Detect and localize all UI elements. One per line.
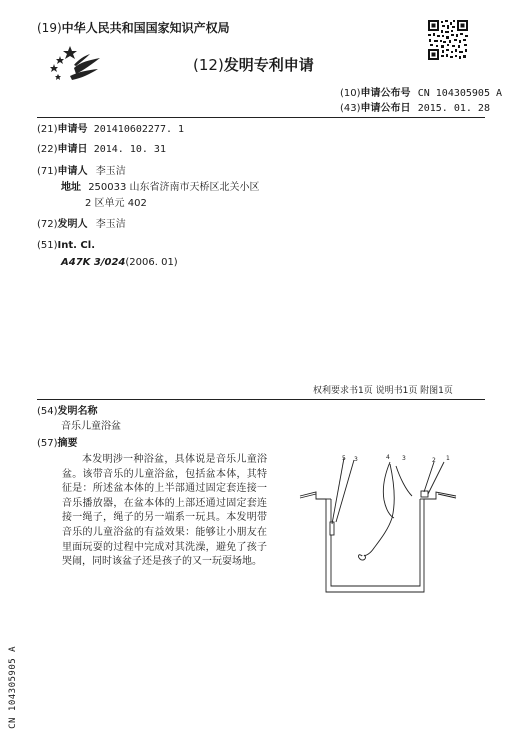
applicant-row: (71)申请人 李玉洁 xyxy=(37,166,126,177)
side-publication-number: CN 104305905 A xyxy=(8,646,18,729)
applicant-name: 李玉洁 xyxy=(95,166,126,177)
toy xyxy=(359,555,366,560)
title-heading: (54)发明名称 xyxy=(37,406,98,417)
tub-inner-outline xyxy=(331,499,420,586)
int-cl-version: (2006. 01) xyxy=(125,257,178,268)
doc-type-name: 发明专利申请 xyxy=(223,56,314,74)
doc-type-code: (12) xyxy=(193,56,224,74)
pages-divider xyxy=(37,399,485,400)
invention-title: 音乐儿童浴盆 xyxy=(61,421,121,432)
rope xyxy=(362,464,394,556)
abstract-heading: (57)摘要 xyxy=(37,438,78,449)
document-type xyxy=(193,56,314,74)
office-name: 中华人民共和国国家知识产权局 xyxy=(61,21,230,35)
pages-info: 权利要求书1页 说明书1页 附图1页 xyxy=(313,386,453,396)
cnipa-emblem-icon xyxy=(40,44,106,84)
address-line-1: 250033 山东省济南市天桥区北关小区 xyxy=(88,182,260,193)
figure-label-1: 1 xyxy=(446,455,450,462)
publication-date: 2015. 01. 28 xyxy=(417,103,490,114)
figure-label-3a: 3 xyxy=(354,456,358,463)
address-line-2: 2 区单元 402 xyxy=(85,198,147,209)
int-cl-row: (51)Int. Cl. xyxy=(37,240,95,251)
application-date: 2014. 10. 31 xyxy=(93,144,166,155)
address-row: 地址 250033 山东省济南市天桥区北关小区 xyxy=(61,182,260,193)
bathtub-figure xyxy=(296,452,476,602)
publication-number: CN 104305905 A xyxy=(417,88,503,99)
figure-label-2: 2 xyxy=(432,457,436,464)
inventor-row: (72)发明人 李玉洁 xyxy=(37,219,126,230)
inventor-name: 李玉洁 xyxy=(95,219,126,230)
qr-code xyxy=(428,20,468,60)
office-code: (19) xyxy=(37,21,62,35)
int-cl-class: A47K 3/024 xyxy=(61,257,126,268)
office-header xyxy=(37,21,230,35)
int-cl-class-row xyxy=(61,256,178,269)
figure-label-4: 4 xyxy=(386,454,390,461)
header-divider xyxy=(37,117,485,118)
abstract-text: 本发明涉一种浴盆，具体说是音乐儿童浴盆。该带音乐的儿童浴盆，包括盆本体，其特征是：所述盆本体的上半部通过固定套连接一音乐播放器，在盆本体的上部还通过固定套连接一绳子，绳子的另一端系一玩具。本发明带音乐的儿童浴盆的有益效果：能够让小朋友在里面玩耍的过程中完成对其洗澡，避免了孩子哭闹，同时该盆子还是孩子的又一玩耍场地。 xyxy=(62,454,267,568)
figure-label-3b: 3 xyxy=(402,455,406,462)
publication-number-row: (10)申请公布号 CN 104305905 A xyxy=(340,88,503,99)
figure-label-5: 5 xyxy=(342,455,346,462)
application-number-row: (21)申请号 201410602277. 1 xyxy=(37,124,185,135)
publication-date-row: (43)申请公布日 2015. 01. 28 xyxy=(340,103,490,114)
application-date-row: (22)申请日 2014. 10. 31 xyxy=(37,144,166,155)
application-number: 201410602277. 1 xyxy=(93,124,185,135)
